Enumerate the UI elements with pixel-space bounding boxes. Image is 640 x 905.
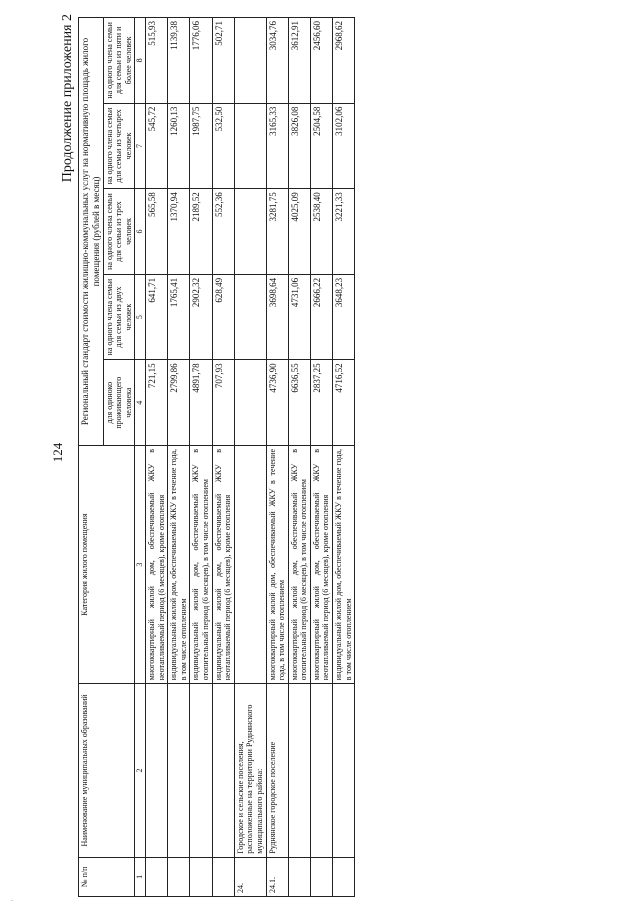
municipality-name [310, 684, 332, 857]
cost-value: 3165,33 [266, 103, 288, 189]
row-number [333, 857, 355, 896]
cost-value: 641,71 [145, 274, 167, 360]
housing-category: многоквартирный жилой дом, обеспечиваемый ЖКУ в неотапливаемый период (6 месяцев), кроме отопления [310, 445, 332, 683]
cost-value: 4716,52 [333, 360, 355, 446]
column-number: 1 [135, 857, 146, 896]
cost-value: 2837,25 [310, 360, 332, 446]
table-row [168, 18, 190, 897]
header-row [79, 18, 104, 897]
column-number: 8 [135, 18, 146, 104]
cost-value: 565,58 [145, 189, 167, 275]
table-row [145, 18, 167, 897]
cost-value: 707,93 [212, 360, 234, 446]
cost-value: 6636,55 [288, 360, 310, 446]
scan-artifact: , [8, 899, 14, 901]
cost-value: 515,93 [145, 18, 167, 104]
municipality-name [212, 684, 234, 857]
cost-value [234, 189, 266, 275]
municipality-name [145, 684, 167, 857]
municipality-name: Руднянское городское поселение [266, 684, 288, 857]
cost-value: 2968,62 [333, 18, 355, 104]
cost-value: 4736,90 [266, 360, 288, 446]
cost-value: 3281,75 [266, 189, 288, 275]
cost-value: 1765,41 [168, 274, 190, 360]
cost-value: 2666,22 [310, 274, 332, 360]
cost-value: 4025,09 [288, 189, 310, 275]
cost-value: 3648,23 [333, 274, 355, 360]
row-number: 24. [234, 857, 266, 896]
cost-value: 2189,52 [190, 189, 212, 275]
row-number [168, 857, 190, 896]
cost-value: 1987,75 [190, 103, 212, 189]
cost-value: 2799,86 [168, 360, 190, 446]
row-number [212, 857, 234, 896]
housing-category: многоквартирный жилой дом, обеспечиваемый ЖКУ в течение года, в том числе отоплением [266, 445, 288, 683]
row-number [190, 857, 212, 896]
cost-value [234, 360, 266, 446]
row-number: 24.1. [266, 857, 288, 896]
standard-column-header: Региональный стандарт стоимости жилищно-коммунальных услуг на нормативную площадь жилого помещения (рублей в месяц) [79, 18, 104, 446]
page-number: 124 [50, 442, 65, 463]
cost-value: 532,50 [212, 103, 234, 189]
table-row [212, 18, 234, 897]
appendix-label: Продолжение приложения 2 [60, 14, 75, 183]
subcol-header: для одиноко проживающего человека [103, 360, 135, 446]
subcol-header: на одного члена семьи для семьи из двух человек [103, 274, 135, 360]
row-number [145, 857, 167, 896]
row-number [288, 857, 310, 896]
cost-value: 3102,06 [333, 103, 355, 189]
municipality-name [190, 684, 212, 857]
cost-value [234, 274, 266, 360]
subcol-header: на одного члена семьи для семьи из трех человек [103, 189, 135, 275]
table-row [266, 18, 288, 897]
tariff-table [78, 17, 355, 897]
num-column-header: № п/п [79, 857, 135, 896]
cost-value: 1370,94 [168, 189, 190, 275]
column-number: 6 [135, 189, 146, 275]
cost-value: 502,71 [212, 18, 234, 104]
cost-value: 4731,06 [288, 274, 310, 360]
housing-category: многоквартирный жилой дом, обеспечиваемый ЖКУ в неотапливаемый период (6 месяцев), кроме отопления [145, 445, 167, 683]
subcol-header: на одного члена семьи для семьи из пяти и более человек [103, 18, 135, 104]
table-row [310, 18, 332, 897]
housing-category: индивидуальный жилой дом, обеспечиваемый ЖКУ в течение года, в том числе отоплением [168, 445, 190, 683]
cost-value: 3698,64 [266, 274, 288, 360]
cost-value: 552,36 [212, 189, 234, 275]
cost-value: 3826,08 [288, 103, 310, 189]
housing-category: многоквартирный жилой дом, обеспечиваемый ЖКУ в отопительный период (6 месяцев), в том числе отоплением [288, 445, 310, 683]
cost-value: 3034,76 [266, 18, 288, 104]
cost-value: 1139,38 [168, 18, 190, 104]
column-number: 7 [135, 103, 146, 189]
table-row [288, 18, 310, 897]
column-number: 4 [135, 360, 146, 446]
cost-value: 2902,32 [190, 274, 212, 360]
table-row [333, 18, 355, 897]
cost-value: 3221,33 [333, 189, 355, 275]
housing-category: индивидуальный жилой дом, обеспечиваемый ЖКУ в течение года, в том числе отоплением [333, 445, 355, 683]
housing-category: индивидуальный жилой дом, обеспечиваемый ЖКУ в отопительный период (6 месяцев), в том числе отоплением [190, 445, 212, 683]
cost-value: 545,72 [145, 103, 167, 189]
cost-value: 628,49 [212, 274, 234, 360]
cost-value: 3612,91 [288, 18, 310, 104]
cost-value [234, 103, 266, 189]
cost-value: 1776,06 [190, 18, 212, 104]
row-number [310, 857, 332, 896]
column-number-row [135, 18, 146, 897]
subcol-header: на одного члена семьи для семьи из четырех человек [103, 103, 135, 189]
cost-value: 2538,40 [310, 189, 332, 275]
housing-category: индивидуальный жилой дом, обеспечиваемый ЖКУ в неотапливаемый период (6 месяцев), кроме отопления [212, 445, 234, 683]
table-row [234, 18, 266, 897]
housing-category [234, 445, 266, 683]
cost-value: 4891,78 [190, 360, 212, 446]
cost-value: 1260,13 [168, 103, 190, 189]
table-row [190, 18, 212, 897]
column-number: 3 [135, 445, 146, 683]
column-number: 5 [135, 274, 146, 360]
category-column-header: Категория жилого помещения [79, 445, 135, 683]
municipality-name: Городское и сельские поселения, расположенные на территории Руднянского муниципального района: [234, 684, 266, 857]
cost-value: 721,15 [145, 360, 167, 446]
cost-value: 2456,60 [310, 18, 332, 104]
name-column-header: Наименование муниципальных образований [79, 684, 135, 857]
table-body [145, 18, 354, 897]
column-number: 2 [135, 684, 146, 857]
cost-value: 2504,58 [310, 103, 332, 189]
cost-value [234, 18, 266, 104]
municipality-name [333, 684, 355, 857]
municipality-name [288, 684, 310, 857]
municipality-name [168, 684, 190, 857]
